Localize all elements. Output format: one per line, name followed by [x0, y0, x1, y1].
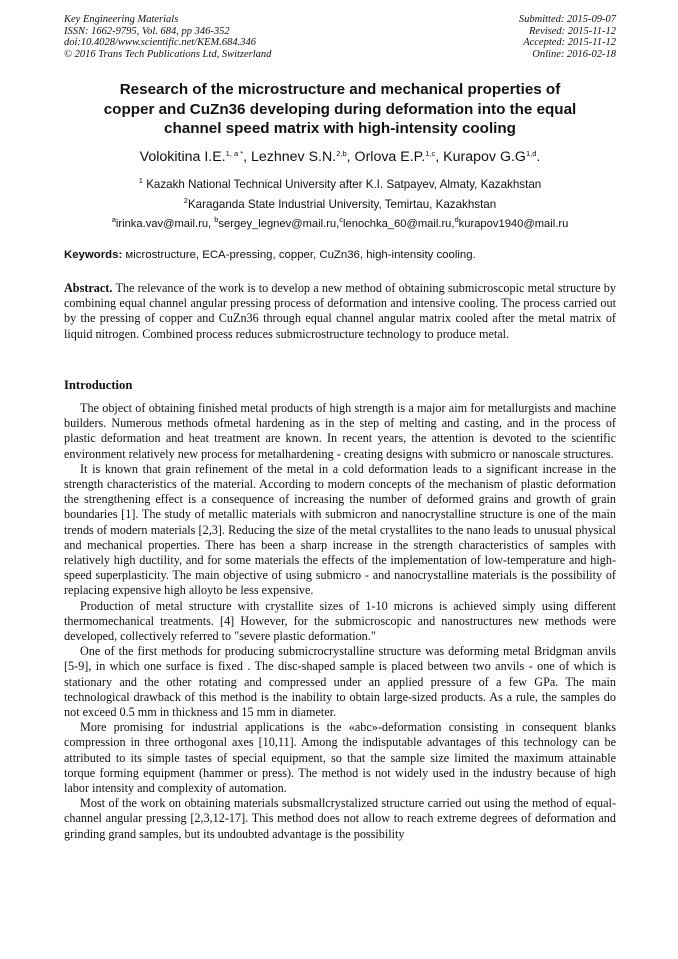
- email-mark: c: [339, 215, 344, 224]
- paragraph: One of the first methods for producing submicrocrystalline structure was deforming metal Bridgman anvils [5-9], in which one surface is fixed . The disc-shaped sample is placed between two anvils - one of which is stationary and the other rotating and compressed under an applied pressure of a few GPa. The main technological drawback of this method is the inability to obtain large-sized products. As a rule, the samples do not exceed 0.5 mm in thickness and 15 mm in diameter.: [64, 644, 616, 720]
- date-revised: Revised: 2015-11-12: [529, 25, 616, 37]
- journal-name: Key Engineering Materials: [64, 14, 179, 25]
- date-online: Online: 2016-02-18: [532, 48, 616, 60]
- keywords-label: Keywords:: [64, 249, 123, 261]
- affiliation: [40, 178, 640, 191]
- paper-title: [60, 80, 620, 139]
- author-affiliation-mark: 1,c: [425, 149, 436, 158]
- author-list: Volokitina I.E.$^{1, a *}$, Lezhnev S.N.$^{2,b}$, Orlova E.P.$^{1,c}$, Kurapov $G.G^{1,d}$.: [139, 149, 541, 165]
- email-link[interactable]: kurapov1940@mail.ru: [458, 218, 569, 230]
- paragraph: The object of obtaining finished metal products of high strength is a major aim for metallurgists and machine builders. Numerous methods ofmetal hardening as in the step of melting and casting, and in the process of plastic deformation and heat treatment are known. In recent years, the attention is devoted to the scientific environment relatively new process for metalhardening - creating designs with submicro or nanoscale structures.: [64, 401, 616, 461]
- introduction-body: [64, 401, 616, 842]
- author-affiliation-mark: 2,b: [336, 149, 347, 158]
- affiliation-mark: 1: [138, 176, 143, 185]
- date-submitted: Submitted: 2015-09-07: [518, 14, 616, 25]
- author-name: Lezhnev S.N.: [251, 149, 337, 165]
- journal-info: [64, 14, 271, 60]
- keywords: [64, 249, 616, 261]
- email-link[interactable]: lenochka_60@mail.ru,: [343, 218, 455, 230]
- author-affiliation-mark: 1, a *: [225, 149, 244, 158]
- author-emails: [40, 215, 640, 230]
- author-affiliation-mark: 1,d: [525, 149, 537, 158]
- affiliation-mark: 2: [183, 196, 188, 205]
- title-line: copper and CuZn36 developing during deformation into the equal: [103, 100, 577, 118]
- title-line: Research of the microstructure and mechanical properties of: [119, 81, 561, 98]
- email-link[interactable]: sergey_legnev@mail.ru,: [218, 218, 340, 230]
- email-mark: d: [454, 215, 459, 224]
- title-line: channel speed matrix with high-intensity cooling: [164, 120, 516, 137]
- affiliation: [40, 198, 640, 211]
- author-name: Kurapov G.G: [443, 149, 526, 165]
- affiliation-text: Kazakh National Technical University after K.I. Satpayev, Almaty, Kazakhstan: [146, 178, 542, 191]
- email-mark: b: [214, 215, 219, 224]
- email-link[interactable]: irinka.vav@mail.ru,: [115, 218, 215, 230]
- abstract: [64, 281, 616, 342]
- publication-dates: [519, 14, 616, 60]
- keywords-text: мicrostructure, ECA-pressing, copper, CuZn36, high-intensity cooling.: [125, 249, 476, 261]
- paragraph: It is known that grain refinement of the metal in a cold deformation leads to a significant increase in the strength characteristics of the material. According to modern concepts of the mechanism of plastic deformation the strengthening effect is a consequence of increasing the number of deformed grains and growth of grain boundaries [1]. The study of metallic materials with submicron and nanocrystalline structure is one of the main trends of modern materials [2,3]. Reducing the size of the metal crystallites to the nano leads to unusual physical and mechanical properties. There has been a sharp increase in the strength characteristics of samples with relatively high ductility, and for some materials the effects of the implementation of low-temperature and high-speed superplasticity. The main objective of using submicro - and nanocrystalline materials is the possibility of replacing expensive high alloyto be less expensive.: [64, 461, 616, 598]
- journal-issn: ISSN: 1662-9795, Vol. 684, pp 346-352: [64, 25, 230, 37]
- paragraph: Production of metal structure with crystallite sizes of 1-10 microns is achieved simply using different thermomechanical treatments. [4] However, for the submicroscopic and nanostructures new methods were developed, collectively referred to "severe plastic deformation.": [64, 598, 616, 644]
- abstract-text: The relevance of the work is to develop a new method of obtaining submicroscopic metal structure by combining equal channel angular pressing process of deformation and intensive cooling. The process carried out by the pressing of copper and CuZn36 through equal channel angular matrix cooled after the metal matrix of liquid nitrogen. Combined process reduces submicrostructure technology to produce metal.: [64, 281, 616, 341]
- paragraph: More promising for industrial applications is the «abc»-deformation consisting in consequent blanks compression in three orthogonal axes [10,11]. Among the indisputable advantages of this technology can be attributed to its simple tastes of special equipment, so that the sample size limited the maximum attainable torque forming equipment (hammer or press). The method is not widely used in the industry because of high labor intensity and complexity of automation.: [64, 720, 616, 796]
- journal-copyright: © 2016 Trans Tech Publications Ltd, Switzerland: [64, 48, 272, 60]
- author-name: Orlova E.P.: [354, 149, 426, 165]
- author-name: Volokitina I.E.: [139, 149, 226, 165]
- abstract-label: Abstract.: [64, 281, 113, 295]
- email-mark: a: [111, 215, 116, 224]
- date-accepted: Accepted: 2015-11-12: [523, 37, 616, 49]
- section-heading: Introduction: [64, 378, 133, 392]
- affiliation-text: Karaganda State Industrial University, Temirtau, Kazakhstan: [187, 198, 497, 211]
- paragraph: Most of the work on obtaining materials subsmallcrystalized structure carried out using the method of equal-channel angular pressing [2,3,12-17]. This method does not allow to reach extreme degrees of deformation and grinding grand samples, but its undoubted advantage is the possibility: [64, 796, 616, 841]
- journal-doi[interactable]: doi:10.4028/www.scientific.net/KEM.684.346: [64, 37, 256, 49]
